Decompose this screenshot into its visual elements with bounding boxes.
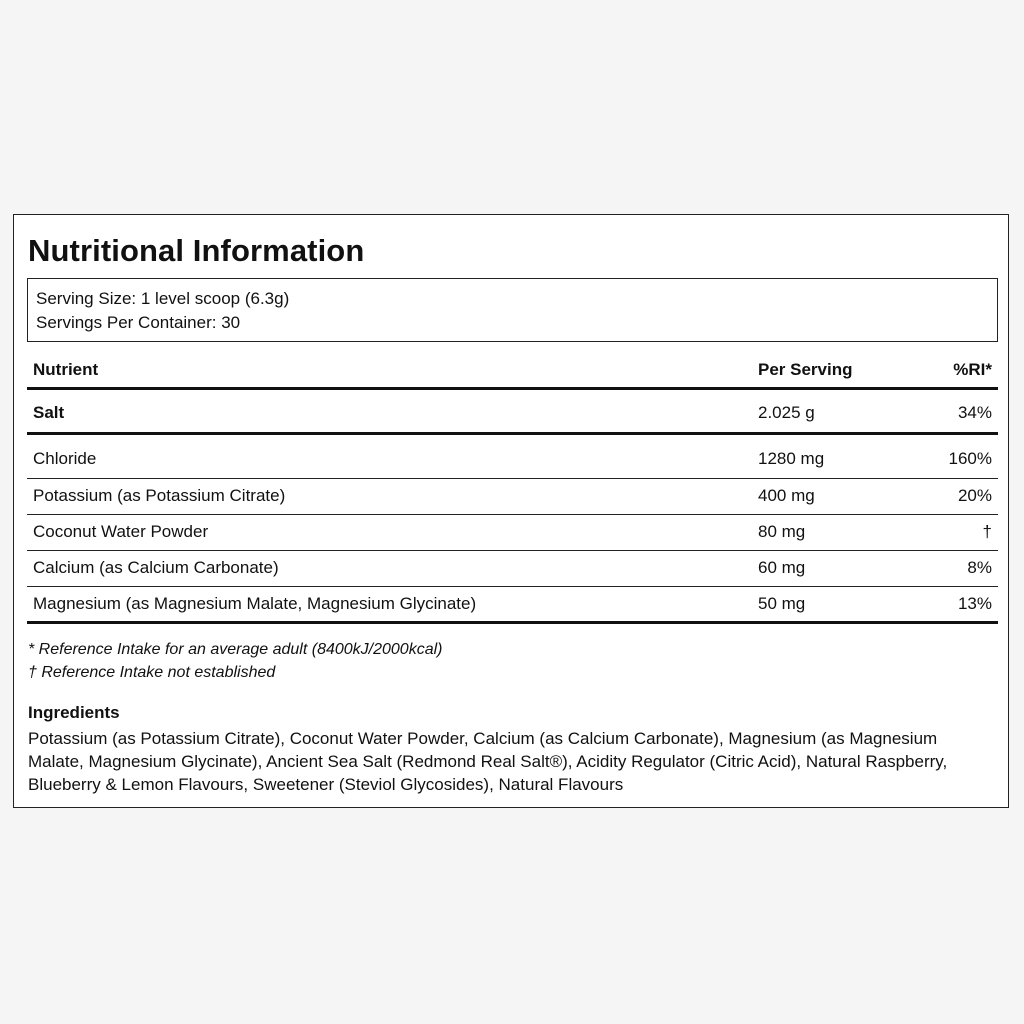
nutrient-ri: † — [982, 522, 992, 541]
table-row — [27, 435, 998, 479]
nutrient-amount: 1280 mg — [758, 449, 825, 468]
footnotes — [28, 638, 442, 684]
table-row — [27, 551, 998, 587]
footnote-not-established: † Reference Intake not established — [28, 664, 276, 681]
nutrient-amount: 400 mg — [758, 486, 815, 505]
ingredients-heading: Ingredients — [28, 703, 120, 722]
nutrient-amount: 60 mg — [758, 558, 806, 577]
nutrition-panel — [13, 214, 1009, 808]
nutrient-name: Calcium (as Calcium Carbonate) — [33, 558, 279, 577]
header-nutrient: Nutrient — [33, 360, 99, 379]
nutrient-amount: 80 mg — [758, 522, 806, 541]
nutrient-name: Potassium (as Potassium Citrate) — [33, 486, 286, 505]
header-ri: %RI* — [953, 360, 992, 379]
nutrition-table — [27, 352, 998, 624]
page-title: Nutritional Information — [28, 233, 365, 268]
table-row — [27, 479, 998, 515]
footnote-reference-intake: * Reference Intake for an average adult (8400kJ/2000kcal) — [28, 641, 443, 658]
nutrient-name: Chloride — [33, 449, 97, 468]
nutrient-amount: 50 mg — [758, 594, 806, 613]
ingredients-text: Potassium (as Potassium Citrate), Coconut Water Powder, Calcium (as Calcium Carbonate), Magnesium (as Magnesium Malate, Magnesium Glycinate), Ancient Sea Salt (Redmond Real Salt®), Acidity Regulator (Citric Acid), Natural Raspberry, Blueberry & Lemon Flavours, Sweetener (Steviol Glycosides), Natural Flavours — [28, 729, 948, 794]
nutrient-name: Coconut Water Powder — [33, 522, 209, 541]
nutrient-name: Salt — [33, 403, 65, 422]
nutrient-ri: 13% — [957, 594, 992, 613]
table-row — [27, 515, 998, 551]
header-per-serving: Per Serving — [758, 360, 853, 379]
table-row-salt — [27, 390, 998, 435]
nutrient-ri: 160% — [948, 449, 992, 468]
table-header-row — [27, 352, 998, 390]
nutrient-ri: 20% — [957, 486, 992, 505]
nutrient-ri: 8% — [967, 558, 992, 577]
nutrient-name: Magnesium (as Magnesium Malate, Magnesium Glycinate) — [33, 594, 477, 613]
nutrient-ri: 34% — [957, 403, 992, 422]
nutrient-amount: 2.025 g — [758, 403, 815, 422]
serving-info-box — [27, 278, 998, 342]
table-row — [27, 587, 998, 624]
servings-per-container: Servings Per Container: 30 — [36, 313, 241, 332]
serving-size: Serving Size: 1 level scoop (6.3g) — [36, 289, 290, 308]
